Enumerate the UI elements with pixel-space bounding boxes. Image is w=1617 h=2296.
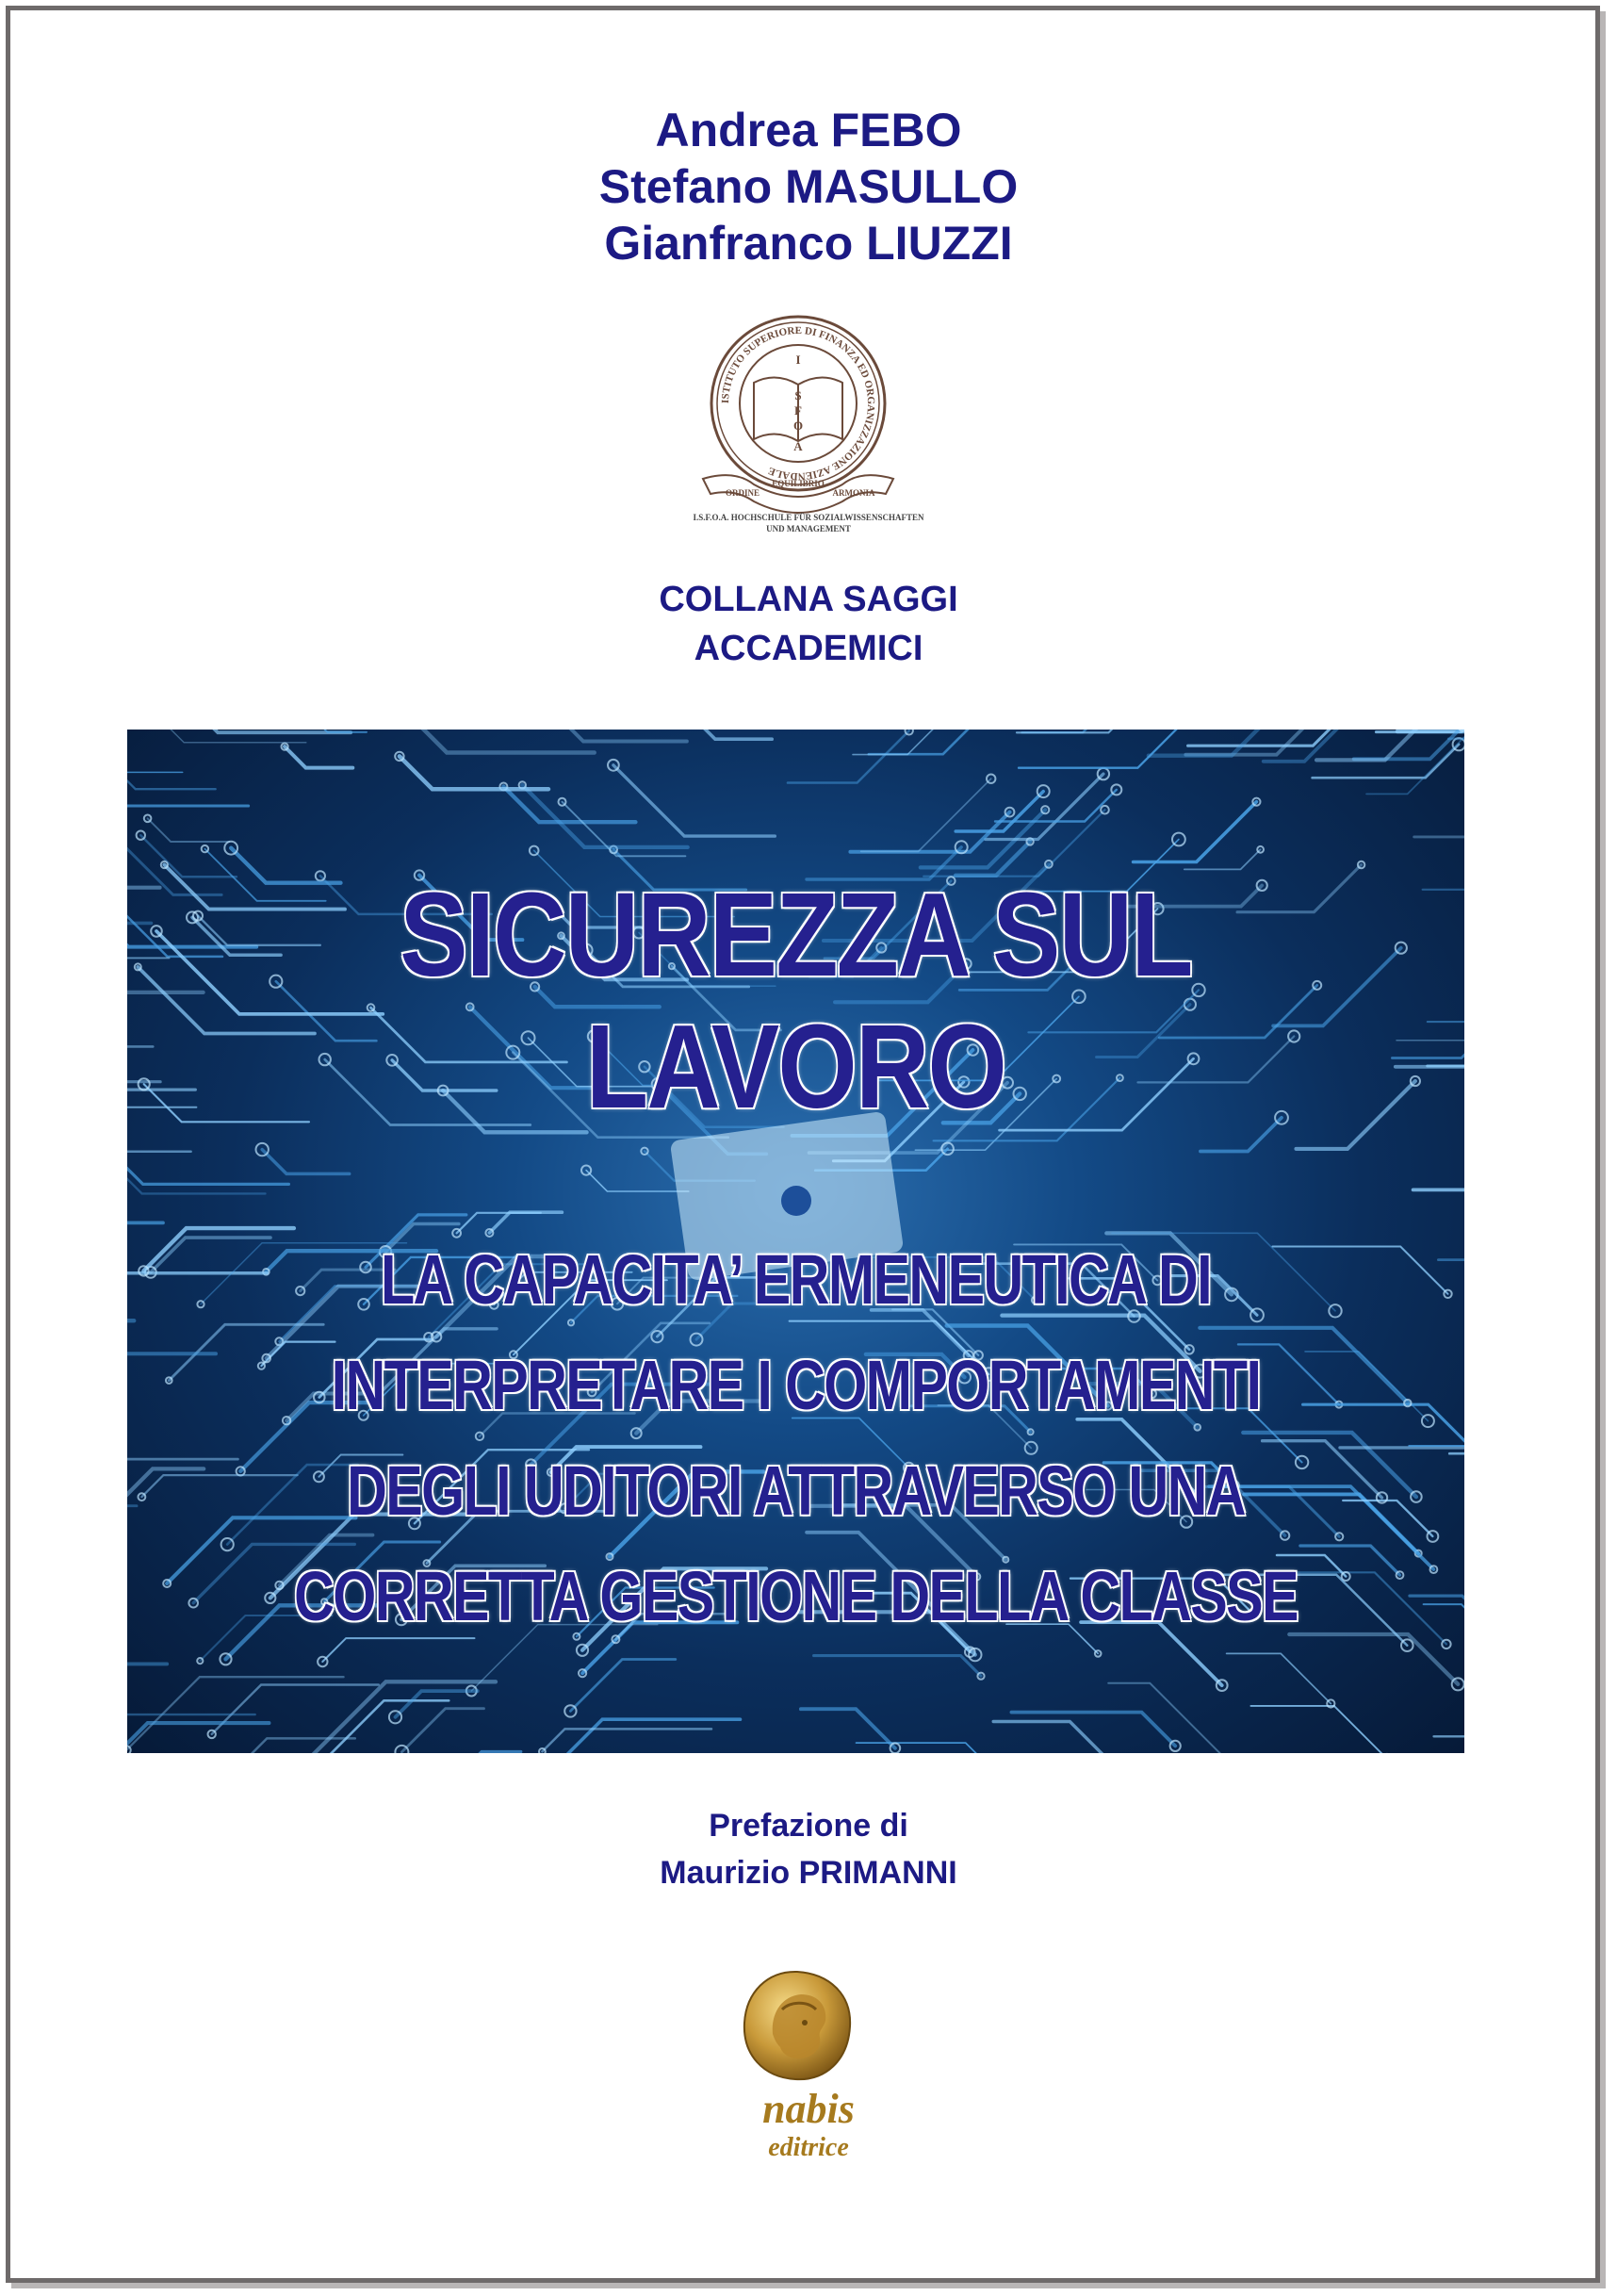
seal-ribbon-text: ORDINE xyxy=(725,488,760,498)
circuit-trace xyxy=(1019,730,1184,768)
circuit-trace xyxy=(127,784,249,806)
seal-caption-line: UND MANAGEMENT xyxy=(766,524,851,533)
seal-letter: I xyxy=(795,353,801,367)
circuit-trace xyxy=(1428,1041,1464,1066)
circuit-trace xyxy=(1011,1713,1175,1747)
circuit-trace xyxy=(1423,858,1464,890)
circuit-trace xyxy=(1392,1010,1464,1058)
book-title-line: SICUREZZA SUL xyxy=(400,868,1192,1001)
book-subtitle-line: INTERPRETARE I COMPORTAMENTI xyxy=(331,1346,1261,1424)
circuit-trace xyxy=(148,818,230,842)
seal-caption-line: I.S.F.O.A. HOCHSCHULE FÜR SOZIALWISSENSCHAFTEN xyxy=(693,513,924,522)
circuit-trace xyxy=(542,1729,711,1751)
circuit-trace xyxy=(993,1722,1112,1754)
circuit-trace xyxy=(127,889,152,924)
coin-logo-icon xyxy=(739,1968,856,2085)
publisher-logo xyxy=(0,2087,1617,2164)
seal-letter: F xyxy=(794,403,802,418)
circuit-trace xyxy=(461,1752,521,1754)
book-subtitle-line: DEGLI UDITORI ATTRAVERSO UNA xyxy=(347,1451,1245,1530)
circuit-trace xyxy=(1396,976,1464,1041)
seal-letter: O xyxy=(792,418,804,433)
circuit-trace xyxy=(262,1150,350,1174)
seal-letter: S xyxy=(794,388,802,402)
circuit-trace xyxy=(1428,992,1464,1022)
circuit-trace xyxy=(1449,1453,1464,1497)
circuit-trace xyxy=(1434,1736,1465,1753)
circuit-trace xyxy=(133,730,351,732)
author-name: Gianfranco LIUZZI xyxy=(604,217,1013,270)
circuit-trace xyxy=(285,746,352,768)
circuit-trace xyxy=(1413,1160,1464,1190)
circuit-trace xyxy=(503,787,635,823)
series-line: ACCADEMICI xyxy=(694,629,923,668)
chip-core xyxy=(781,1186,811,1216)
circuit-trace xyxy=(127,735,216,789)
circuit-trace xyxy=(853,730,967,755)
preface-author: Maurizio PRIMANNI xyxy=(660,1855,957,1891)
book-subtitle-line: CORRETTA GESTIONE DELLA CLASSE xyxy=(294,1557,1298,1635)
circuit-trace xyxy=(613,765,775,836)
circuit-trace xyxy=(641,730,772,739)
circuit-trace xyxy=(1414,758,1464,837)
circuit-trace xyxy=(127,1506,137,1552)
circuit-trace xyxy=(1227,1653,1331,1703)
circuit-trace xyxy=(151,1238,270,1272)
circuit-trace xyxy=(510,730,687,742)
circuit-trace xyxy=(127,1152,288,1184)
circuit-trace xyxy=(1185,730,1315,755)
publisher-name: nabis xyxy=(762,2086,855,2132)
circuit-trace xyxy=(861,779,991,851)
circuit-trace xyxy=(1184,849,1261,869)
circuit-trace xyxy=(396,1691,478,1717)
book-title xyxy=(220,869,1370,1133)
circuit-trace xyxy=(127,1222,163,1255)
publisher-sub: editrice xyxy=(768,2133,849,2162)
circuit-trace xyxy=(869,730,987,754)
circuit-trace xyxy=(127,1664,167,1717)
book-subtitle xyxy=(261,1227,1331,1649)
isfoa-seal-icon xyxy=(697,309,899,545)
seal-letter: A xyxy=(793,439,803,453)
circuit-trace xyxy=(814,1656,981,1677)
seal-caption xyxy=(0,512,1617,534)
circuit-trace xyxy=(127,730,183,772)
circuit-trace xyxy=(127,1170,266,1194)
circuit-trace xyxy=(1343,1501,1432,1536)
circuit-trace xyxy=(1108,1683,1224,1753)
seal-ribbon-text: ARMONIA xyxy=(832,488,875,498)
cover-banner xyxy=(127,730,1464,1753)
author-name: Stefano MASULLO xyxy=(598,160,1019,213)
circuit-trace xyxy=(555,1719,740,1753)
circuit-trace xyxy=(317,1700,449,1753)
circuit-trace xyxy=(1149,730,1287,756)
series-title xyxy=(0,575,1617,673)
circuit-trace xyxy=(212,1685,379,1734)
circuit-trace xyxy=(788,730,909,782)
circuit-trace xyxy=(127,1273,268,1293)
preface-credit xyxy=(0,1802,1617,1896)
circuit-trace xyxy=(127,1714,255,1753)
seal-ribbon-text: EQUILIBRIO xyxy=(772,479,825,488)
book-subtitle-line: LA CAPACITA’ ERMENEUTICA DI xyxy=(380,1240,1211,1319)
circuit-trace xyxy=(1134,802,1257,862)
series-line: COLLANA SAGGI xyxy=(659,580,958,619)
circuit-trace xyxy=(401,1709,483,1752)
seal-ring-text: ISTITUTO SUPERIORE DI FINANZA ED ORGANIZZAZIONE AZIENDALE xyxy=(719,324,877,483)
author-name: Andrea FEBO xyxy=(655,104,962,156)
preface-label: Prefazione di xyxy=(709,1808,908,1844)
circuit-trace xyxy=(232,1738,355,1753)
circuit-trace xyxy=(127,1022,196,1107)
book-title-line: LAVORO xyxy=(585,1000,1006,1133)
circuit-trace xyxy=(127,1023,153,1046)
circuit-trace xyxy=(399,730,595,753)
circuit-trace xyxy=(1250,1706,1387,1753)
author-list xyxy=(0,102,1617,271)
circuit-trace xyxy=(127,1320,134,1383)
circuit-trace xyxy=(1410,1596,1464,1629)
circuit-trace xyxy=(857,1743,1040,1753)
